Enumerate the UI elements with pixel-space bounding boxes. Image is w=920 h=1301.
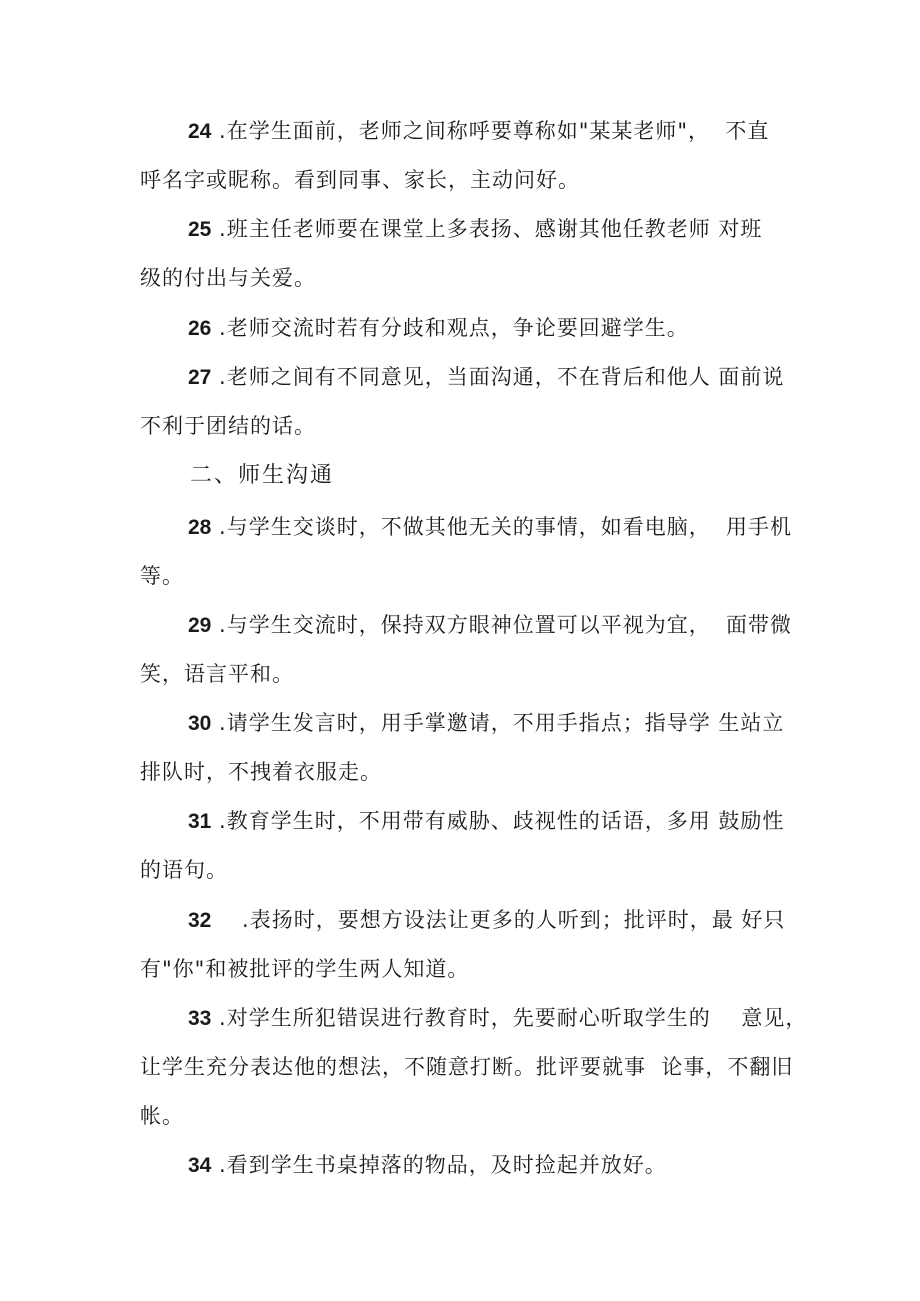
item-33-line-3: 帐。 xyxy=(140,1104,184,1128)
item-33-line-2: 让学生充分表达他的想法，不随意打断。批评要就事 论事，不翻旧 xyxy=(140,1055,794,1079)
item-33-line-1 xyxy=(188,1003,807,1034)
item-number: 32 xyxy=(188,909,212,932)
item-number: 28 xyxy=(188,516,212,539)
item-number: 25 xyxy=(188,218,212,241)
item-text: .与学生交流时，保持双方眼神位置可以平视为宜， 面带微 xyxy=(211,613,793,637)
item-25-line-2: 级的付出与关爱。 xyxy=(140,266,316,290)
item-31-line-2: 的语句。 xyxy=(140,858,228,882)
item-text: .对学生所犯错误进行教育时，先要耐心听取学生的 意见， xyxy=(211,1006,808,1030)
item-30-line-2: 排队时，不拽着衣服走。 xyxy=(140,760,382,784)
item-27-line-2: 不利于团结的话。 xyxy=(140,414,316,438)
item-number: 24 xyxy=(188,120,212,143)
item-text: .请学生发言时，用手掌邀请，不用手指点；指导学 生站立 xyxy=(211,711,785,735)
item-29-line-1 xyxy=(188,610,792,641)
item-text: .看到学生书桌掉落的物品，及时捡起并放好。 xyxy=(211,1153,667,1177)
item-text: .老师之间有不同意见，当面沟通，不在背后和他人 面前说 xyxy=(211,365,785,389)
item-number: 30 xyxy=(188,712,212,735)
item-number: 34 xyxy=(188,1154,212,1177)
item-27-line-1 xyxy=(188,362,784,393)
item-32-line-1 xyxy=(188,905,785,936)
item-30-line-1 xyxy=(188,708,784,739)
item-text: .与学生交谈时，不做其他无关的事情，如看电脑， 用手机 xyxy=(211,515,793,539)
item-number: 27 xyxy=(188,366,212,389)
item-32-line-2: 有"你"和被批评的学生两人知道。 xyxy=(140,957,470,981)
item-34-line-1 xyxy=(188,1150,667,1181)
item-28-line-2: 等。 xyxy=(140,564,184,588)
item-number: 33 xyxy=(188,1007,212,1030)
item-number: 31 xyxy=(188,810,212,833)
item-text: .老师交流时若有分歧和观点，争论要回避学生。 xyxy=(211,316,689,340)
item-24-line-1 xyxy=(188,116,769,147)
item-number: 26 xyxy=(188,317,212,340)
item-text: .表扬时，要想方设法让更多的人听到；批评时，最 好只 xyxy=(211,908,786,932)
item-26-line-1 xyxy=(188,313,689,344)
item-29-line-2: 笑，语言平和。 xyxy=(140,662,294,686)
item-31-line-1 xyxy=(188,806,784,837)
item-text: .班主任老师要在课堂上多表扬、感谢其他任教老师 对班 xyxy=(211,217,763,241)
item-text: .在学生面前，老师之间称呼要尊称如"某某老师"， 不直 xyxy=(211,119,770,143)
item-number: 29 xyxy=(188,614,212,637)
section-heading: 二、师生沟通 xyxy=(190,463,335,488)
item-25-line-1 xyxy=(188,214,762,245)
item-28-line-1 xyxy=(188,512,792,543)
item-24-line-2: 呼名字或昵称。看到同事、家长，主动问好。 xyxy=(140,168,580,192)
item-text: .教育学生时，不用带有威胁、歧视性的话语，多用 鼓励性 xyxy=(211,809,785,833)
